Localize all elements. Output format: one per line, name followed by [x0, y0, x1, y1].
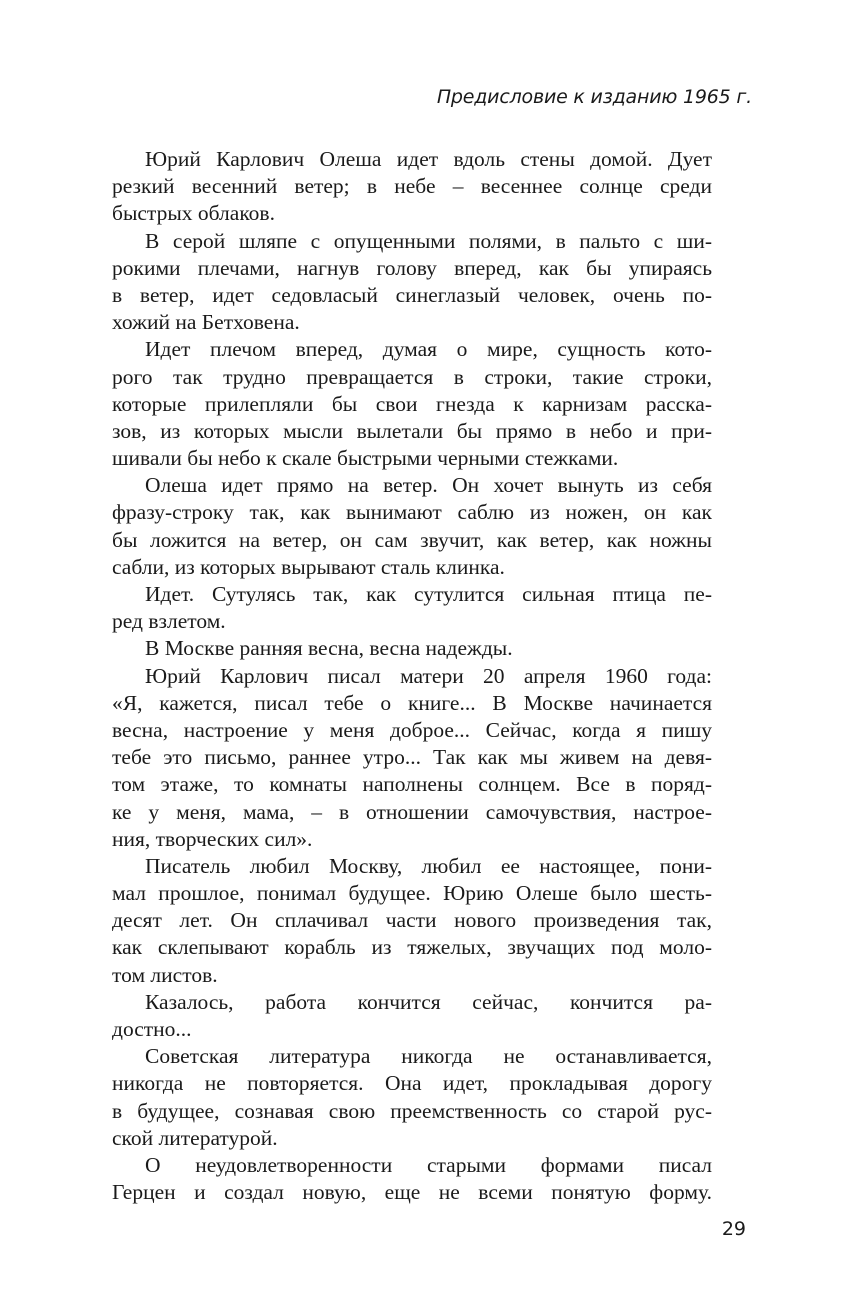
- running-head: Предисловие к изданию 1965 г.: [436, 86, 752, 108]
- text-line: шивали бы небо к скале быстрыми черными стежками.: [112, 446, 619, 471]
- text-line: Казалось, работа кончится сейчас, кончится ра-: [145, 989, 712, 1014]
- text-line: рого так трудно превращается в строки, такие строки,: [112, 364, 712, 389]
- text-line: Олеша идет прямо на ветер. Он хочет вынуть из себя: [145, 473, 712, 498]
- paragraph: [112, 472, 712, 581]
- text-line: в ветер, идет седовласый синеглазый человек, очень по-: [112, 282, 712, 307]
- text-line: ния, творческих сил».: [112, 826, 313, 851]
- text-line: В серой шляпе с опущенными полями, в пальто с ши-: [145, 228, 712, 253]
- paragraph: [112, 146, 712, 228]
- text-line: «Я, кажется, писал тебе о книге... В Москве начинается: [112, 690, 712, 715]
- text-line: Герцен и создал новую, еще не всеми понятую форму.: [112, 1180, 712, 1205]
- text-line: в будущее, сознавая свою преемственность со старой рус-: [112, 1098, 712, 1123]
- text-line: В Москве ранняя весна, весна надежды.: [145, 636, 513, 661]
- text-line: которые прилепляли бы свои гнезда к карнизам расска-: [112, 391, 712, 416]
- text-line: тебе это письмо, раннее утро... Так как мы живем на девя-: [112, 745, 712, 770]
- text-line: хожий на Бетховена.: [112, 310, 300, 335]
- text-line: том этаже, то комнаты наполнены солнцем. Все в поряд-: [112, 772, 712, 797]
- paragraph: [112, 336, 712, 472]
- text-line: резкий весенний ветер; в небе – весеннее солнце среди: [112, 174, 712, 199]
- text-line: ской литературой.: [112, 1125, 278, 1150]
- text-line: как склепывают корабль из тяжелых, звучащих под моло-: [112, 935, 712, 960]
- paragraph: [112, 853, 712, 989]
- text-line: рокими плечами, нагнув голову вперед, как бы упираясь: [112, 255, 712, 280]
- paragraph: [112, 228, 712, 337]
- text-line: том листов.: [112, 962, 218, 987]
- text-line: бы ложится на ветер, он сам звучит, как ветер, как ножны: [112, 527, 712, 552]
- paragraph: [112, 989, 712, 1043]
- text-line: Юрий Карлович Олеша идет вдоль стены домой. Дует: [145, 147, 712, 171]
- text-line: Идет плечом вперед, думая о мире, сущность кото-: [145, 337, 712, 362]
- text-line: быстрых облаков.: [112, 201, 275, 226]
- text-line: фразу-строку так, как вынимают саблю из ножен, он как: [112, 500, 712, 525]
- text-line: зов, из которых мысли вылетали бы прямо в небо и при-: [112, 418, 712, 443]
- text-line: десят лет. Он сплачивал части нового произведения так,: [112, 908, 712, 933]
- body-text: [112, 146, 712, 1206]
- paragraph: [112, 663, 712, 853]
- paragraph: [112, 1043, 712, 1152]
- text-line: сабли, из которых вырывают сталь клинка.: [112, 554, 505, 579]
- paragraph: [112, 581, 712, 635]
- text-line: мал прошлое, понимал будущее. Юрию Олеше было шесть-: [112, 881, 712, 906]
- text-line: Советская литература никогда не останавливается,: [145, 1044, 712, 1069]
- paragraph: [112, 635, 712, 662]
- text-line: Идет. Сутулясь так, как сутулится сильная птица пе-: [145, 582, 712, 606]
- text-line: О неудовлетворенности старыми формами писал: [145, 1152, 712, 1177]
- text-line: достно...: [112, 1017, 192, 1041]
- text-line: ке у меня, мама, – в отношении самочувствия, настрое-: [112, 799, 712, 824]
- text-line: весна, настроение у меня доброе... Сейчас, когда я пишу: [112, 717, 712, 742]
- text-line: никогда не повторяется. Она идет, прокладывая дорогу: [112, 1071, 712, 1096]
- text-line: Писатель любил Москву, любил ее настоящее, пони-: [145, 853, 712, 878]
- page-number: 29: [721, 1218, 746, 1240]
- paragraph: [112, 1152, 712, 1206]
- text-line: ред взлетом.: [112, 609, 226, 634]
- text-line: Юрий Карлович писал матери 20 апреля 1960 года:: [145, 663, 712, 688]
